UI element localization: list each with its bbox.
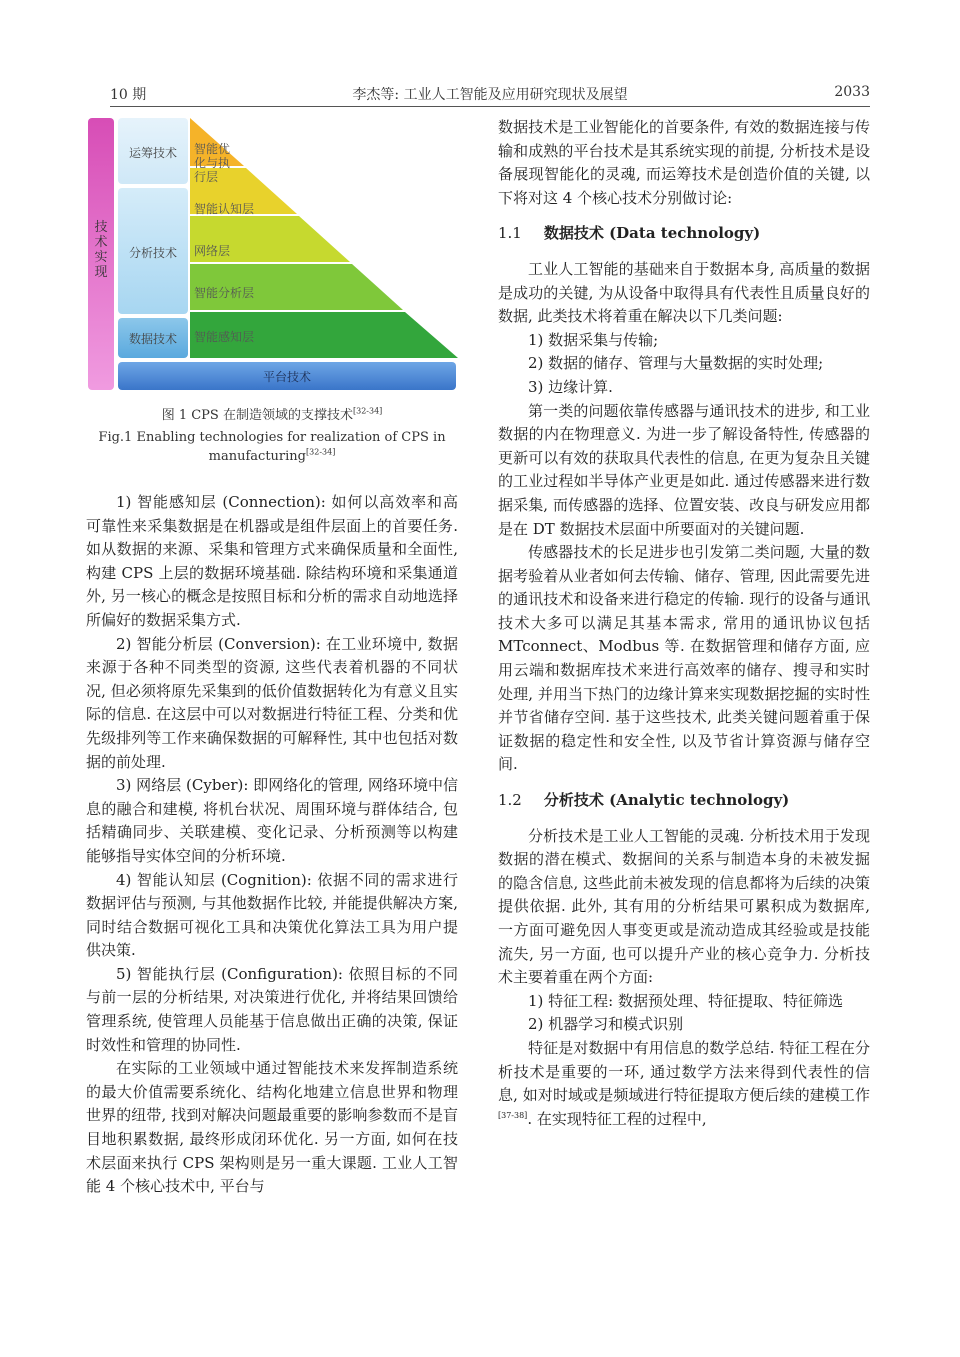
caption-en-text-1: Fig.1 Enabling technologies for realization of CPS in	[98, 430, 446, 445]
operations-tech-box	[118, 118, 188, 184]
figure-caption-en-line2	[86, 449, 458, 464]
header-rule	[110, 106, 870, 107]
section-1-1-number: 1.1	[498, 224, 522, 243]
paragraph-analytic-2-text: 特征是对数据中有用信息的数学总结. 特征工程在分析技术是重要的一环, 通过数学方法来得到代表性的信息, 如对时域或是频域进行特征提取方便后续的建模工作	[498, 1038, 870, 1105]
paragraph-practice: 在实际的工业领域中通过智能技术来发挥制造系统的最大价值需要系统化、结构化地建立信息世界和物理世界的纽带, 找到对解决问题最重要的影响参数而不是盲目地积累数据, 最终形成闭环优化. 另一方面, 如何在技术层面来执行 CPS 架构则是另一重大课题. 工业人工智能 4 个核心技术中, 平台与	[86, 1059, 458, 1196]
paragraph-data-tech-3: 传感器技术的长足进步也引发第二类问题, 大量的数据考验着从业者如何去传输、储存、管理, 因此需要先进的通讯技术和设备来进行稳定的传输. 现行的设备与通讯技术大多可以满足其基本需求, 常用的通讯协议包括 MTconnect、Modbus 等. 在数据管理和储存方面, 应用云端和数据库技术来进行高效率的储存、搜寻和实时处理, 并用当下热门的边缘计算来实现数据挖掘的实时性并节省储存空间. 基于这些技术, 此类关键问题着重于保证数据的稳定性和安全性, 以及节省计算资源与储存空间.	[498, 543, 870, 774]
list-item: 2) 机器学习和模式识别	[528, 1015, 684, 1034]
layer-label-sensing: 智能感知层	[194, 330, 255, 344]
section-1-2-number: 1.2	[498, 791, 522, 810]
paragraph-analytic-1: 分析技术是工业人工智能的灵魂. 分析技术用于发现数据的潜在模式、数据间的关系与制造本身的未被发掘的隐含信息, 这些此前未被发现的信息都将为后续的决策提供依据. 此外, 其有用的分析结果可累积成为数据库, 一方面可避免因人事变更或是流动造成其经验或是技能流失, 另一方面, 也可以提升产业的核心竞争力. 分析技术主要着重在两个方面:	[498, 826, 870, 987]
right-column	[498, 116, 870, 1131]
layer-label-execution: 智能优化与执行层	[194, 142, 231, 184]
paragraph-analytic-2-tail: . 在实现特征工程的过程中,	[527, 1109, 707, 1128]
layer-label-analysis: 智能分析层	[194, 286, 255, 300]
layer-label-cyber: 网络层	[194, 244, 231, 258]
list-item: 1) 数据采集与传输;	[528, 330, 659, 349]
left-column	[86, 491, 458, 1199]
list-item: 3) 边缘计算.	[528, 377, 613, 396]
figure-caption-zh	[86, 404, 458, 423]
running-head	[110, 84, 870, 106]
section-1-1-title: 数据技术 (Data technology)	[543, 224, 761, 243]
page-number: 2033	[834, 84, 870, 100]
data-tech-box	[118, 318, 188, 358]
paragraph-data-tech-1: 工业人工智能的基础来自于数据本身, 高质量的数据是成功的关键, 为从设备中取得具有代表性且质量良好的数据, 此类技术将着重在解决以下几类问题:	[498, 259, 870, 326]
layer-label-cognition: 智能认知层	[194, 202, 255, 216]
tech-implementation-bar	[88, 118, 114, 390]
paragraph-cyber: 3) 网络层 (Cyber): 即网络化的管理, 网络环境中信息的融合和建模, 将机台状况、周围环境与群体结合, 包括精确同步、关联建模、变化记录、分析预测等以构建能够指导实体空间的分析环境.	[86, 776, 458, 865]
caption-en-text-2: manufacturing	[208, 449, 307, 464]
section-1-1-heading	[498, 222, 870, 246]
caption-zh-text: 图 1 CPS 在制造领域的支撑技术	[161, 408, 353, 423]
caption-en-ref: [32-34]	[306, 447, 336, 457]
paragraph-cognition: 4) 智能认知层 (Cognition): 依据不同的需求进行数据评估与预测, 与其他数据作比较, 并能提供解决方案, 同时结合数据可视化工具和决策优化算法工具为用户提供决策.	[86, 870, 458, 960]
platform-tech-bar	[118, 362, 456, 390]
tech-label: 技术实现	[94, 220, 108, 280]
list-item: 1) 特征工程: 数据预处理、特征提取、特征筛选	[528, 991, 843, 1010]
paragraph-conversion: 2) 智能分析层 (Conversion): 在工业环境中, 数据来源于各种不同类型的资源, 这些代表着机器的不同状况, 但必须将原先采集到的低价值数据转化为有意义且实际的信息. 在这层中可以对数据进行特征工程、分类和优先级排列等工作来确保数据的可解释性, 其中也包括对数据的前处理.	[86, 634, 458, 771]
figure-caption-en	[86, 430, 458, 445]
section-1-2-heading	[498, 789, 870, 813]
issue-number: 10 期	[110, 87, 147, 103]
figure-1	[86, 114, 458, 394]
analytic-tech-box	[118, 188, 188, 314]
operations-tech-label: 运筹技术	[128, 146, 177, 160]
platform-tech-label: 平台技术	[262, 370, 311, 384]
paragraph-intro: 数据技术是工业智能化的首要条件, 有效的数据连接与传输和成熟的平台技术是其系统实现的前提, 分析技术是设备展现智能化的灵魂, 而运筹技术是创造价值的关键, 以下将对这 4 个核心技术分别做讨论:	[498, 118, 870, 207]
paragraph-analytic-2	[498, 1037, 870, 1131]
paragraph-data-tech-2: 第一类的问题依靠传感器与通讯技术的进步, 和工业数据的内在物理意义. 为进一步了解设备特性, 传感器的更新可以有效的获取具代表性的信息, 在更为复杂且关键的工业过程如半导体产业更是如此. 通过传感器来进行数据采集, 而传感器的选择、位置安装、改良与研发应用都是在 DT 数据技术层面中所要面对的关键问题.	[498, 401, 870, 538]
caption-zh-ref: [32-34]	[352, 406, 383, 416]
paragraph-configuration: 5) 智能执行层 (Configuration): 依照目标的不同与前一层的分析结果, 对决策进行优化, 并将结果回馈给管理系统, 使管理人员能基于信息做出正确的决策, 保证时效性和管理的协同性.	[86, 964, 458, 1054]
running-title: 李杰等: 工业人工智能及应用研究现状及展望	[352, 87, 628, 103]
analytic-tech-label: 分析技术	[128, 246, 177, 260]
data-tech-label: 数据技术	[128, 332, 177, 346]
paragraph-connection: 1) 智能感知层 (Connection): 如何以高效率和高可靠性来采集数据是在机器或是组件层面上的首要任务. 如从数据的来源、采集和管理方式来确保质量和全面性, 构建 CPS 上层的数据环境基础. 除结构环境和采集通道外, 另一核心的概念是按照目标和分析的需求自动地选择所偏好的数据采集方式.	[86, 493, 458, 629]
citation-ref: [37-38]	[498, 1110, 528, 1120]
section-1-2-title: 分析技术 (Analytic technology)	[543, 791, 790, 810]
list-item: 2) 数据的储存、管理与大量数据的实时处理;	[528, 354, 824, 373]
